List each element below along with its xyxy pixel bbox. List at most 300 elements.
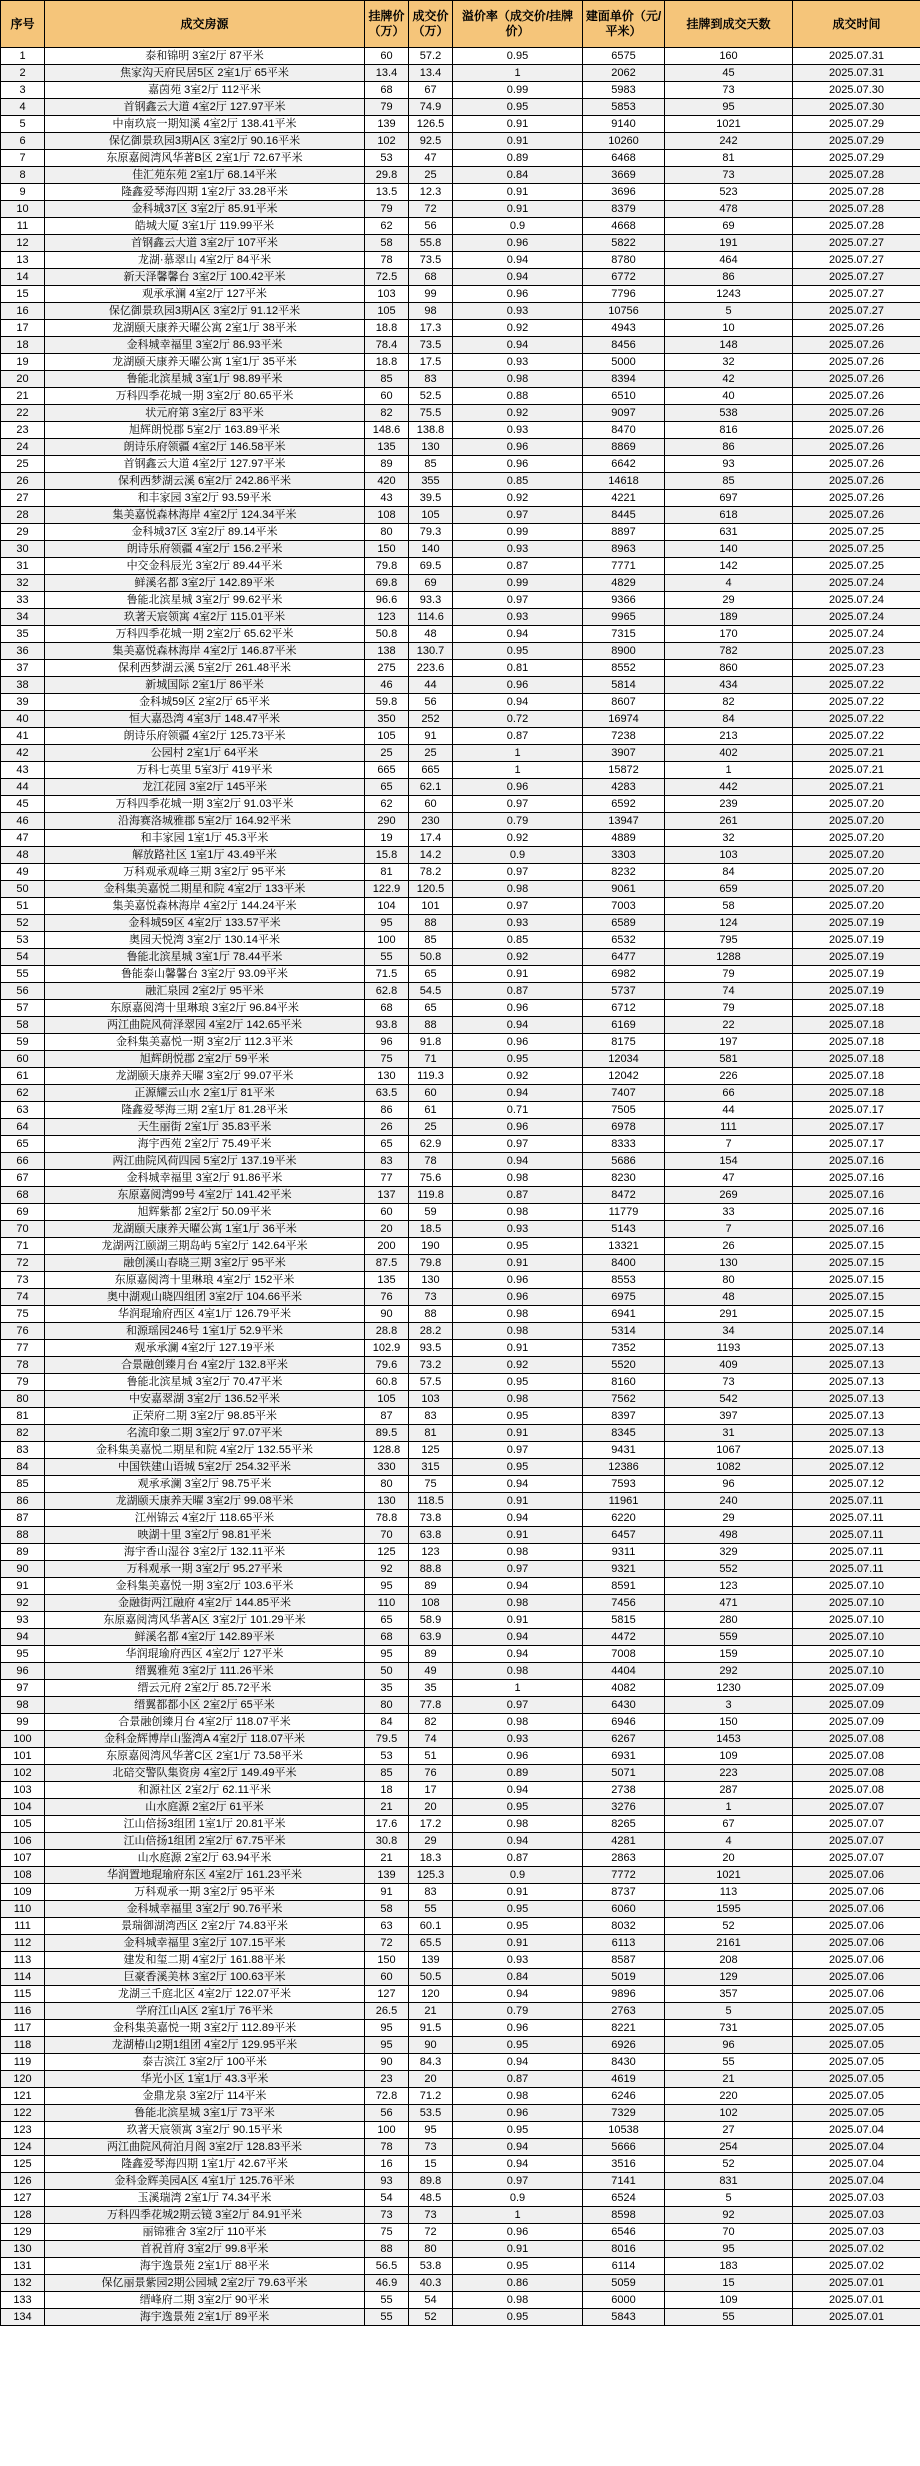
- premium-rate-cell: 0.98: [453, 1204, 583, 1221]
- premium-rate-cell: 0.81: [453, 660, 583, 677]
- table-row: [1, 949, 920, 966]
- row-index: 76: [1, 1323, 45, 1340]
- list-price-cell: 79: [365, 201, 409, 218]
- unit-price-cell: 7352: [583, 1340, 665, 1357]
- unit-price-cell: 7456: [583, 1595, 665, 1612]
- unit-price-cell: 3516: [583, 2156, 665, 2173]
- listing-cell: 金科城幸福里 3室2厅 90.76平米: [45, 1901, 365, 1918]
- row-index: 86: [1, 1493, 45, 1510]
- list-price-cell: 63.5: [365, 1085, 409, 1102]
- table-row: [1, 1697, 920, 1714]
- row-index: 43: [1, 762, 45, 779]
- deal-price-cell: 252: [409, 711, 453, 728]
- row-index: 56: [1, 983, 45, 1000]
- row-index: 66: [1, 1153, 45, 1170]
- listing-cell: 金科集美嘉悦二期星和院 4室2厅 133平米: [45, 881, 365, 898]
- table-row: [1, 1000, 920, 1017]
- deal-price-cell: 21: [409, 2003, 453, 2020]
- row-index: 61: [1, 1068, 45, 1085]
- table-row: [1, 898, 920, 915]
- row-index: 42: [1, 745, 45, 762]
- listing-cell: 金科城幸福里 3室2厅 86.93平米: [45, 337, 365, 354]
- listing-cell: 皓城大厦 3室1厅 119.99平米: [45, 218, 365, 235]
- unit-price-cell: 8379: [583, 201, 665, 218]
- deal-price-cell: 65: [409, 966, 453, 983]
- days-to-close-cell: 7: [665, 1136, 793, 1153]
- premium-rate-cell: 0.72: [453, 711, 583, 728]
- deal-price-cell: 95: [409, 2122, 453, 2139]
- deal-date-cell: 2025.07.11: [793, 1493, 920, 1510]
- listing-cell: 观承承澜 4室2厅 127平米: [45, 286, 365, 303]
- days-to-close-cell: 269: [665, 1187, 793, 1204]
- unit-price-cell: 12042: [583, 1068, 665, 1085]
- deal-price-cell: 17: [409, 1782, 453, 1799]
- deal-price-cell: 138.8: [409, 422, 453, 439]
- unit-price-cell: 8032: [583, 1918, 665, 1935]
- row-index: 113: [1, 1952, 45, 1969]
- table-row: [1, 609, 920, 626]
- list-price-cell: 93: [365, 2173, 409, 2190]
- days-to-close-cell: 102: [665, 2105, 793, 2122]
- deal-price-cell: 60: [409, 796, 453, 813]
- unit-price-cell: 8780: [583, 252, 665, 269]
- header-list-price: 挂牌价（万）: [365, 1, 409, 48]
- table-row: [1, 1527, 920, 1544]
- list-price-cell: 122.9: [365, 881, 409, 898]
- row-index: 2: [1, 65, 45, 82]
- deal-price-cell: 62.1: [409, 779, 453, 796]
- table-row: [1, 2275, 920, 2292]
- premium-rate-cell: 0.96: [453, 1272, 583, 1289]
- list-price-cell: 65: [365, 779, 409, 796]
- days-to-close-cell: 84: [665, 711, 793, 728]
- days-to-close-cell: 1082: [665, 1459, 793, 1476]
- days-to-close-cell: 409: [665, 1357, 793, 1374]
- days-to-close-cell: 159: [665, 1646, 793, 1663]
- deal-date-cell: 2025.07.24: [793, 609, 920, 626]
- days-to-close-cell: 55: [665, 2309, 793, 2326]
- days-to-close-cell: 96: [665, 2037, 793, 2054]
- table-row: [1, 1833, 920, 1850]
- table-row: [1, 48, 920, 65]
- listing-cell: 旭辉紫都 2室2厅 50.09平米: [45, 1204, 365, 1221]
- listing-cell: 金科城37区 3室2厅 89.14平米: [45, 524, 365, 541]
- list-price-cell: 76: [365, 1289, 409, 1306]
- row-index: 75: [1, 1306, 45, 1323]
- row-index: 117: [1, 2020, 45, 2037]
- table-row: [1, 813, 920, 830]
- deal-date-cell: 2025.07.05: [793, 2003, 920, 2020]
- premium-rate-cell: 0.91: [453, 1255, 583, 1272]
- deal-date-cell: 2025.07.09: [793, 1697, 920, 1714]
- unit-price-cell: 15872: [583, 762, 665, 779]
- unit-price-cell: 6975: [583, 1289, 665, 1306]
- listing-cell: 沿海赛洛城雅郡 5室2厅 164.92平米: [45, 813, 365, 830]
- list-price-cell: 77: [365, 1170, 409, 1187]
- unit-price-cell: 8869: [583, 439, 665, 456]
- row-index: 123: [1, 2122, 45, 2139]
- premium-rate-cell: 0.97: [453, 898, 583, 915]
- deal-date-cell: 2025.07.23: [793, 660, 920, 677]
- listing-cell: 和源社区 2室2厅 62.11平米: [45, 1782, 365, 1799]
- listing-cell: 学府江山A区 2室1厅 76平米: [45, 2003, 365, 2020]
- unit-price-cell: 10260: [583, 133, 665, 150]
- listing-cell: 缙翼雅苑 3室2厅 111.26平米: [45, 1663, 365, 1680]
- row-index: 133: [1, 2292, 45, 2309]
- list-price-cell: 72: [365, 1935, 409, 1952]
- row-index: 89: [1, 1544, 45, 1561]
- table-row: [1, 2258, 920, 2275]
- listing-cell: 中南玖宸一期知溪 4室2厅 138.41平米: [45, 116, 365, 133]
- unit-price-cell: 8265: [583, 1816, 665, 1833]
- list-price-cell: 96: [365, 1034, 409, 1051]
- days-to-close-cell: 82: [665, 694, 793, 711]
- table-row: [1, 1646, 920, 1663]
- listing-cell: 万科七英里 5室3厅 419平米: [45, 762, 365, 779]
- unit-price-cell: 2763: [583, 2003, 665, 2020]
- table-row: [1, 218, 920, 235]
- unit-price-cell: 5143: [583, 1221, 665, 1238]
- days-to-close-cell: 113: [665, 1884, 793, 1901]
- deal-date-cell: 2025.07.06: [793, 1952, 920, 1969]
- days-to-close-cell: 42: [665, 371, 793, 388]
- row-index: 115: [1, 1986, 45, 2003]
- unit-price-cell: 11779: [583, 1204, 665, 1221]
- days-to-close-cell: 191: [665, 235, 793, 252]
- days-to-close-cell: 4: [665, 1833, 793, 1850]
- listing-cell: 景瑞御湖湾西区 2室2厅 74.83平米: [45, 1918, 365, 1935]
- row-index: 41: [1, 728, 45, 745]
- list-price-cell: 21: [365, 1799, 409, 1816]
- table-row: [1, 1034, 920, 1051]
- days-to-close-cell: 220: [665, 2088, 793, 2105]
- days-to-close-cell: 4: [665, 575, 793, 592]
- premium-rate-cell: 0.89: [453, 150, 583, 167]
- deal-date-cell: 2025.07.22: [793, 694, 920, 711]
- list-price-cell: 43: [365, 490, 409, 507]
- table-row: [1, 1544, 920, 1561]
- deal-price-cell: 230: [409, 813, 453, 830]
- row-index: 54: [1, 949, 45, 966]
- list-price-cell: 28.8: [365, 1323, 409, 1340]
- list-price-cell: 150: [365, 1952, 409, 1969]
- list-price-cell: 83: [365, 1153, 409, 1170]
- unit-price-cell: 9061: [583, 881, 665, 898]
- unit-price-cell: 8232: [583, 864, 665, 881]
- premium-rate-cell: 0.99: [453, 524, 583, 541]
- list-price-cell: 58: [365, 235, 409, 252]
- deal-date-cell: 2025.07.17: [793, 1136, 920, 1153]
- table-row: [1, 1561, 920, 1578]
- premium-rate-cell: 0.91: [453, 1527, 583, 1544]
- days-to-close-cell: 795: [665, 932, 793, 949]
- row-index: 4: [1, 99, 45, 116]
- deal-price-cell: 49: [409, 1663, 453, 1680]
- row-index: 20: [1, 371, 45, 388]
- deal-price-cell: 17.5: [409, 354, 453, 371]
- table-row: [1, 82, 920, 99]
- deal-date-cell: 2025.07.05: [793, 2105, 920, 2122]
- list-price-cell: 105: [365, 728, 409, 745]
- days-to-close-cell: 148: [665, 337, 793, 354]
- list-price-cell: 16: [365, 2156, 409, 2173]
- listing-cell: 东原嘉阅湾99号 4室2厅 141.42平米: [45, 1187, 365, 1204]
- deal-price-cell: 119.8: [409, 1187, 453, 1204]
- table-row: [1, 711, 920, 728]
- deal-price-cell: 56: [409, 694, 453, 711]
- deal-price-cell: 25: [409, 745, 453, 762]
- deal-price-cell: 52.5: [409, 388, 453, 405]
- row-index: 118: [1, 2037, 45, 2054]
- list-price-cell: 100: [365, 932, 409, 949]
- list-price-cell: 69.8: [365, 575, 409, 592]
- premium-rate-cell: 0.94: [453, 2139, 583, 2156]
- premium-rate-cell: 0.94: [453, 1085, 583, 1102]
- list-price-cell: 65: [365, 1136, 409, 1153]
- deal-date-cell: 2025.07.19: [793, 932, 920, 949]
- list-price-cell: 60.8: [365, 1374, 409, 1391]
- days-to-close-cell: 242: [665, 133, 793, 150]
- list-price-cell: 275: [365, 660, 409, 677]
- deal-date-cell: 2025.07.08: [793, 1748, 920, 1765]
- list-price-cell: 60: [365, 1204, 409, 1221]
- table-row: [1, 2037, 920, 2054]
- premium-rate-cell: 0.98: [453, 1323, 583, 1340]
- unit-price-cell: 4283: [583, 779, 665, 796]
- deal-date-cell: 2025.07.08: [793, 1782, 920, 1799]
- unit-price-cell: 4619: [583, 2071, 665, 2088]
- days-to-close-cell: 48: [665, 1289, 793, 1306]
- days-to-close-cell: 618: [665, 507, 793, 524]
- deal-price-cell: 72: [409, 201, 453, 218]
- deal-price-cell: 75.6: [409, 1170, 453, 1187]
- table-row: [1, 1918, 920, 1935]
- row-index: 22: [1, 405, 45, 422]
- table-row: [1, 1204, 920, 1221]
- deal-date-cell: 2025.07.07: [793, 1850, 920, 1867]
- days-to-close-cell: 58: [665, 898, 793, 915]
- table-row: [1, 1765, 920, 1782]
- deal-date-cell: 2025.07.31: [793, 48, 920, 65]
- unit-price-cell: 7772: [583, 1867, 665, 1884]
- premium-rate-cell: 0.92: [453, 405, 583, 422]
- premium-rate-cell: 0.87: [453, 558, 583, 575]
- deal-date-cell: 2025.07.17: [793, 1119, 920, 1136]
- row-index: 59: [1, 1034, 45, 1051]
- listing-cell: 鲁能北滨星城 3室1厅 98.89平米: [45, 371, 365, 388]
- table-row: [1, 473, 920, 490]
- row-index: 5: [1, 116, 45, 133]
- unit-price-cell: 6941: [583, 1306, 665, 1323]
- premium-rate-cell: 0.95: [453, 2258, 583, 2275]
- list-price-cell: 200: [365, 1238, 409, 1255]
- unit-price-cell: 8397: [583, 1408, 665, 1425]
- row-index: 52: [1, 915, 45, 932]
- premium-rate-cell: 0.87: [453, 983, 583, 1000]
- listing-cell: 名流印象二期 3室2厅 97.07平米: [45, 1425, 365, 1442]
- unit-price-cell: 9097: [583, 405, 665, 422]
- list-price-cell: 80: [365, 1476, 409, 1493]
- listing-cell: 融创溪山春晓三期 3室2厅 95平米: [45, 1255, 365, 1272]
- deal-date-cell: 2025.07.13: [793, 1357, 920, 1374]
- list-price-cell: 86: [365, 1102, 409, 1119]
- unit-price-cell: 8221: [583, 2020, 665, 2037]
- premium-rate-cell: 0.91: [453, 1425, 583, 1442]
- deal-date-cell: 2025.07.24: [793, 626, 920, 643]
- deal-date-cell: 2025.07.20: [793, 847, 920, 864]
- deal-date-cell: 2025.07.03: [793, 2207, 920, 2224]
- premium-rate-cell: 0.9: [453, 218, 583, 235]
- list-price-cell: 23: [365, 2071, 409, 2088]
- unit-price-cell: 8897: [583, 524, 665, 541]
- premium-rate-cell: 0.87: [453, 728, 583, 745]
- row-index: 97: [1, 1680, 45, 1697]
- header-index: 序号: [1, 1, 45, 48]
- unit-price-cell: 6457: [583, 1527, 665, 1544]
- row-index: 26: [1, 473, 45, 490]
- list-price-cell: 50.8: [365, 626, 409, 643]
- table-row: [1, 1816, 920, 1833]
- deal-price-cell: 73.2: [409, 1357, 453, 1374]
- days-to-close-cell: 1230: [665, 1680, 793, 1697]
- table-row: [1, 235, 920, 252]
- deal-price-cell: 75: [409, 1476, 453, 1493]
- deal-price-cell: 35: [409, 1680, 453, 1697]
- unit-price-cell: 8470: [583, 422, 665, 439]
- unit-price-cell: 7315: [583, 626, 665, 643]
- deal-date-cell: 2025.07.25: [793, 524, 920, 541]
- row-index: 131: [1, 2258, 45, 2275]
- row-index: 57: [1, 1000, 45, 1017]
- premium-rate-cell: 0.9: [453, 847, 583, 864]
- listing-cell: 玉溪瑞湾 2室1厅 74.34平米: [45, 2190, 365, 2207]
- days-to-close-cell: 5: [665, 2003, 793, 2020]
- days-to-close-cell: 26: [665, 1238, 793, 1255]
- deal-price-cell: 55: [409, 1901, 453, 1918]
- list-price-cell: 89.5: [365, 1425, 409, 1442]
- days-to-close-cell: 130: [665, 1255, 793, 1272]
- listing-cell: 北碚交警队集资房 4室2厅 149.49平米: [45, 1765, 365, 1782]
- days-to-close-cell: 86: [665, 269, 793, 286]
- list-price-cell: 110: [365, 1595, 409, 1612]
- table-row: [1, 1595, 920, 1612]
- list-price-cell: 104: [365, 898, 409, 915]
- days-to-close-cell: 150: [665, 1714, 793, 1731]
- row-index: 44: [1, 779, 45, 796]
- deal-price-cell: 54: [409, 2292, 453, 2309]
- deal-price-cell: 51: [409, 1748, 453, 1765]
- deal-price-cell: 72: [409, 2224, 453, 2241]
- days-to-close-cell: 55: [665, 2054, 793, 2071]
- unit-price-cell: 8900: [583, 643, 665, 660]
- row-index: 111: [1, 1918, 45, 1935]
- row-index: 81: [1, 1408, 45, 1425]
- deal-date-cell: 2025.07.20: [793, 830, 920, 847]
- deal-date-cell: 2025.07.18: [793, 1017, 920, 1034]
- listing-cell: 鲜溪名都 4室2厅 142.89平米: [45, 1629, 365, 1646]
- deal-date-cell: 2025.07.05: [793, 2054, 920, 2071]
- table-row: [1, 2173, 920, 2190]
- table-row: [1, 1714, 920, 1731]
- days-to-close-cell: 32: [665, 830, 793, 847]
- deal-price-cell: 52: [409, 2309, 453, 2326]
- premium-rate-cell: 0.95: [453, 2037, 583, 2054]
- deal-date-cell: 2025.07.01: [793, 2292, 920, 2309]
- row-index: 40: [1, 711, 45, 728]
- table-row: [1, 133, 920, 150]
- deal-price-cell: 63.8: [409, 1527, 453, 1544]
- days-to-close-cell: 2161: [665, 1935, 793, 1952]
- premium-rate-cell: 0.98: [453, 371, 583, 388]
- unit-price-cell: 7407: [583, 1085, 665, 1102]
- unit-price-cell: 5059: [583, 2275, 665, 2292]
- deal-date-cell: 2025.07.20: [793, 796, 920, 813]
- deal-price-cell: 130.7: [409, 643, 453, 660]
- deal-date-cell: 2025.07.18: [793, 1051, 920, 1068]
- deal-price-cell: 84.3: [409, 2054, 453, 2071]
- premium-rate-cell: 0.95: [453, 1901, 583, 1918]
- listing-cell: 中交金科辰光 3室2厅 89.44平米: [45, 558, 365, 575]
- listing-cell: 新城国际 2室1厅 86平米: [45, 677, 365, 694]
- unit-price-cell: 4221: [583, 490, 665, 507]
- unit-price-cell: 4281: [583, 1833, 665, 1850]
- deal-date-cell: 2025.07.18: [793, 1000, 920, 1017]
- deal-price-cell: 73: [409, 2207, 453, 2224]
- table-row: [1, 65, 920, 82]
- premium-rate-cell: 1: [453, 65, 583, 82]
- days-to-close-cell: 79: [665, 1000, 793, 1017]
- deal-date-cell: 2025.07.06: [793, 1935, 920, 1952]
- deal-date-cell: 2025.07.13: [793, 1408, 920, 1425]
- list-price-cell: 138: [365, 643, 409, 660]
- premium-rate-cell: 0.94: [453, 1986, 583, 2003]
- table-row: [1, 1748, 920, 1765]
- list-price-cell: 35: [365, 1680, 409, 1697]
- premium-rate-cell: 0.92: [453, 490, 583, 507]
- deal-price-cell: 120.5: [409, 881, 453, 898]
- deal-date-cell: 2025.07.29: [793, 150, 920, 167]
- table-row: [1, 286, 920, 303]
- table-row: [1, 1187, 920, 1204]
- unit-price-cell: 6246: [583, 2088, 665, 2105]
- premium-rate-cell: 0.98: [453, 1391, 583, 1408]
- list-price-cell: 53: [365, 150, 409, 167]
- table-row: [1, 1068, 920, 1085]
- deal-date-cell: 2025.07.22: [793, 711, 920, 728]
- listing-cell: 和丰家园 1室1厅 45.3平米: [45, 830, 365, 847]
- days-to-close-cell: 1021: [665, 116, 793, 133]
- table-row: [1, 2071, 920, 2088]
- unit-price-cell: 13947: [583, 813, 665, 830]
- list-price-cell: 73: [365, 2207, 409, 2224]
- listing-cell: 旭辉朗悦郡 2室2厅 59平米: [45, 1051, 365, 1068]
- table-row: [1, 2309, 920, 2326]
- list-price-cell: 13.4: [365, 65, 409, 82]
- premium-rate-cell: 0.87: [453, 1187, 583, 1204]
- table-row: [1, 2241, 920, 2258]
- premium-rate-cell: 0.86: [453, 2275, 583, 2292]
- listing-cell: 泰和锦明 3室2厅 87平米: [45, 48, 365, 65]
- table-row: [1, 2292, 920, 2309]
- list-price-cell: 108: [365, 507, 409, 524]
- list-price-cell: 60: [365, 1969, 409, 1986]
- unit-price-cell: 4889: [583, 830, 665, 847]
- unit-price-cell: 7562: [583, 1391, 665, 1408]
- list-price-cell: 62: [365, 796, 409, 813]
- deal-date-cell: 2025.07.28: [793, 167, 920, 184]
- list-price-cell: 55: [365, 2309, 409, 2326]
- row-index: 23: [1, 422, 45, 439]
